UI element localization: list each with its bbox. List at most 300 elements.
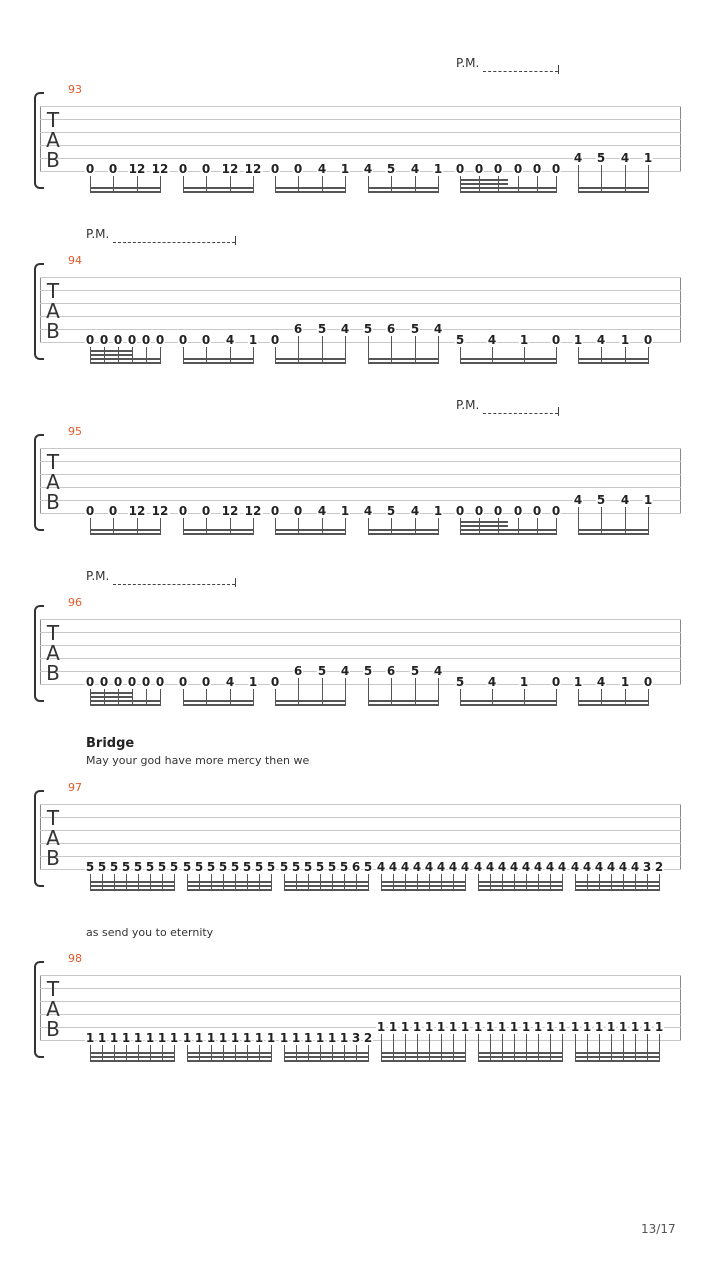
beam <box>275 362 346 364</box>
staff-line <box>40 461 681 462</box>
fret-number: 0 <box>99 333 109 347</box>
tab-clef-letter: B <box>46 490 60 514</box>
fret-number: 4 <box>618 860 628 874</box>
beam <box>478 1052 563 1054</box>
palm-mute-label: P.M. <box>456 398 480 412</box>
fret-number: 2 <box>363 1031 373 1045</box>
fret-number: 0 <box>532 504 542 518</box>
beam <box>460 700 557 702</box>
fret-number: 1 <box>448 1020 458 1034</box>
beam <box>90 704 161 706</box>
fret-number: 1 <box>133 1031 143 1045</box>
fret-number: 1 <box>254 1031 264 1045</box>
fret-number: 4 <box>573 493 583 507</box>
fret-number: 5 <box>386 162 396 176</box>
beam <box>478 885 563 887</box>
fret-number: 4 <box>340 322 350 336</box>
fret-number: 1 <box>315 1031 325 1045</box>
beam <box>478 881 563 883</box>
fret-number: 1 <box>340 504 350 518</box>
beam <box>368 529 439 531</box>
tab-clef-letter: A <box>46 128 60 152</box>
staff-line <box>40 804 681 805</box>
beam <box>183 358 254 360</box>
bar-number: 95 <box>68 425 82 438</box>
beam <box>284 885 369 887</box>
beam <box>578 191 649 193</box>
beam-secondary <box>460 525 508 527</box>
beam-tertiary <box>460 179 508 181</box>
fret-number: 5 <box>410 322 420 336</box>
fret-number: 6 <box>386 322 396 336</box>
fret-number: 1 <box>109 1031 119 1045</box>
beam <box>381 1056 466 1058</box>
fret-number: 5 <box>133 860 143 874</box>
staff-left-barline <box>40 975 41 1040</box>
fret-number: 1 <box>519 675 529 689</box>
lyric-line: May your god have more mercy then we <box>86 754 310 767</box>
staff-line <box>40 988 681 989</box>
fret-number: 5 <box>206 860 216 874</box>
fret-number: 0 <box>201 504 211 518</box>
fret-number: 1 <box>630 1020 640 1034</box>
fret-number: 5 <box>157 860 167 874</box>
fret-number: 1 <box>594 1020 604 1034</box>
fret-number: 5 <box>109 860 119 874</box>
tab-clef-letter: T <box>46 621 60 645</box>
fret-number: 0 <box>85 504 95 518</box>
fret-number: 4 <box>317 162 327 176</box>
staff-line <box>40 487 681 488</box>
fret-number: 5 <box>317 322 327 336</box>
beam <box>183 704 254 706</box>
fret-number: 12 <box>244 504 262 518</box>
fret-number: 4 <box>225 333 235 347</box>
fret-number: 4 <box>376 860 386 874</box>
staff-right-barline <box>680 804 681 869</box>
beam <box>478 889 563 891</box>
staff-line <box>40 658 681 659</box>
fret-number: 4 <box>410 162 420 176</box>
beam <box>90 187 161 189</box>
fret-number: 4 <box>594 860 604 874</box>
fret-number: 1 <box>533 1020 543 1034</box>
fret-number: 5 <box>169 860 179 874</box>
beam-tertiary <box>90 692 132 694</box>
fret-number: 1 <box>412 1020 422 1034</box>
fret-number: 4 <box>582 860 592 874</box>
staff-line <box>40 329 681 330</box>
fret-number: 0 <box>532 162 542 176</box>
tab-clef-letter: B <box>46 1017 60 1041</box>
fret-number: 0 <box>643 333 653 347</box>
fret-number: 0 <box>178 162 188 176</box>
fret-number: 0 <box>127 333 137 347</box>
staff-left-barline <box>40 448 41 513</box>
fret-number: 4 <box>557 860 567 874</box>
beam <box>90 885 175 887</box>
fret-number: 0 <box>513 162 523 176</box>
beam <box>368 191 439 193</box>
fret-number: 12 <box>151 162 169 176</box>
beam <box>578 362 649 364</box>
beam <box>90 191 161 193</box>
fret-number: 1 <box>157 1031 167 1045</box>
beam <box>578 704 649 706</box>
palm-mute-dashes <box>113 242 235 243</box>
fret-number: 5 <box>317 664 327 678</box>
fret-number: 12 <box>244 162 262 176</box>
staff-left-barline <box>40 106 41 171</box>
staff-right-barline <box>680 975 681 1040</box>
beam <box>368 704 439 706</box>
fret-number: 1 <box>169 1031 179 1045</box>
beam <box>575 1056 660 1058</box>
fret-number: 5 <box>455 675 465 689</box>
fret-number: 0 <box>493 504 503 518</box>
beam <box>183 529 254 531</box>
staff-right-barline <box>680 277 681 342</box>
fret-number: 0 <box>270 162 280 176</box>
beam <box>275 358 346 360</box>
fret-number: 1 <box>606 1020 616 1034</box>
fret-number: 6 <box>293 664 303 678</box>
fret-number: 0 <box>551 162 561 176</box>
fret-number: 0 <box>455 504 465 518</box>
beam <box>275 533 346 535</box>
fret-number: 5 <box>121 860 131 874</box>
fret-number: 0 <box>85 333 95 347</box>
fret-number: 1 <box>521 1020 531 1034</box>
beam <box>460 533 557 535</box>
fret-number: 5 <box>145 860 155 874</box>
fret-number: 1 <box>460 1020 470 1034</box>
tab-clef-letter: T <box>46 977 60 1001</box>
fret-number: 4 <box>363 504 373 518</box>
fret-number: 6 <box>386 664 396 678</box>
beam <box>284 889 369 891</box>
fret-number: 0 <box>201 675 211 689</box>
fret-number: 0 <box>474 504 484 518</box>
beam-secondary <box>90 696 132 698</box>
fret-number: 4 <box>424 860 434 874</box>
fret-number: 12 <box>221 504 239 518</box>
staff-line <box>40 843 681 844</box>
fret-number: 5 <box>85 860 95 874</box>
bar-number: 97 <box>68 781 82 794</box>
fret-number: 5 <box>303 860 313 874</box>
fret-number: 0 <box>455 162 465 176</box>
fret-number: 4 <box>573 151 583 165</box>
fret-number: 1 <box>545 1020 555 1034</box>
fret-number: 1 <box>303 1031 313 1045</box>
beam <box>368 362 439 364</box>
staff-line <box>40 619 681 620</box>
fret-number: 1 <box>206 1031 216 1045</box>
tab-clef-letter: B <box>46 846 60 870</box>
fret-number: 5 <box>242 860 252 874</box>
fret-number: 5 <box>230 860 240 874</box>
beam <box>183 533 254 535</box>
fret-number: 4 <box>317 504 327 518</box>
beam <box>575 1060 660 1062</box>
beam <box>90 533 161 535</box>
fret-number: 0 <box>85 675 95 689</box>
fret-number: 4 <box>460 860 470 874</box>
tab-clef-letter: B <box>46 319 60 343</box>
beam <box>578 533 649 535</box>
fret-number: 0 <box>141 675 151 689</box>
fret-number: 0 <box>178 504 188 518</box>
fret-number: 0 <box>155 333 165 347</box>
fret-number: 4 <box>225 675 235 689</box>
staff-line <box>40 145 681 146</box>
fret-number: 4 <box>596 675 606 689</box>
fret-number: 1 <box>376 1020 386 1034</box>
fret-number: 0 <box>513 504 523 518</box>
staff-line <box>40 316 681 317</box>
beam <box>381 889 466 891</box>
beam <box>183 191 254 193</box>
fret-number: 1 <box>248 675 258 689</box>
beam <box>187 1056 272 1058</box>
fret-number: 4 <box>533 860 543 874</box>
fret-number: 4 <box>596 333 606 347</box>
fret-number: 2 <box>654 860 664 874</box>
fret-number: 0 <box>201 162 211 176</box>
fret-number: 0 <box>178 333 188 347</box>
fret-number: 1 <box>388 1020 398 1034</box>
fret-number: 1 <box>473 1020 483 1034</box>
beam <box>478 1060 563 1062</box>
fret-number: 4 <box>487 675 497 689</box>
fret-number: 0 <box>270 504 280 518</box>
staff-line <box>40 106 681 107</box>
tab-clef-letter: A <box>46 641 60 665</box>
fret-number: 0 <box>643 675 653 689</box>
fret-number: 1 <box>618 1020 628 1034</box>
staff-right-barline <box>680 106 681 171</box>
fret-number: 1 <box>97 1031 107 1045</box>
beam <box>275 529 346 531</box>
staff-line <box>40 132 681 133</box>
fret-number: 1 <box>424 1020 434 1034</box>
beam <box>90 362 161 364</box>
fret-number: 1 <box>194 1031 204 1045</box>
fret-number: 1 <box>218 1031 228 1045</box>
fret-number: 0 <box>270 675 280 689</box>
beam <box>460 704 557 706</box>
staff-line <box>40 500 681 501</box>
beam <box>460 529 557 531</box>
fret-number: 1 <box>573 675 583 689</box>
staff-left-barline <box>40 277 41 342</box>
staff-line <box>40 645 681 646</box>
fret-number: 1 <box>643 493 653 507</box>
beam <box>183 362 254 364</box>
fret-number: 4 <box>433 664 443 678</box>
beam <box>187 885 272 887</box>
staff-line <box>40 119 681 120</box>
beam <box>368 358 439 360</box>
beam <box>90 1060 175 1062</box>
fret-number: 4 <box>509 860 519 874</box>
fret-number: 5 <box>266 860 276 874</box>
beam <box>381 1060 466 1062</box>
fret-number: 4 <box>473 860 483 874</box>
fret-number: 0 <box>551 333 561 347</box>
beam <box>275 187 346 189</box>
fret-number: 1 <box>340 162 350 176</box>
fret-number: 1 <box>182 1031 192 1045</box>
beam <box>381 885 466 887</box>
fret-number: 0 <box>99 675 109 689</box>
fret-number: 1 <box>433 162 443 176</box>
fret-number: 1 <box>121 1031 131 1045</box>
lyric-line: as send you to eternity <box>86 926 214 939</box>
beam <box>368 533 439 535</box>
fret-number: 1 <box>291 1031 301 1045</box>
beam <box>578 358 649 360</box>
fret-number: 5 <box>410 664 420 678</box>
fret-number: 1 <box>519 333 529 347</box>
fret-number: 1 <box>570 1020 580 1034</box>
fret-number: 5 <box>596 151 606 165</box>
fret-number: 1 <box>654 1020 664 1034</box>
palm-mute-end <box>235 578 236 587</box>
beam <box>187 1052 272 1054</box>
bar-number: 98 <box>68 952 82 965</box>
fret-number: 5 <box>455 333 465 347</box>
staff-line <box>40 1014 681 1015</box>
fret-number: 0 <box>108 504 118 518</box>
fret-number: 1 <box>400 1020 410 1034</box>
beam <box>90 881 175 883</box>
fret-number: 6 <box>351 860 361 874</box>
page-number: 13/17 <box>641 1222 676 1236</box>
beam <box>578 700 649 702</box>
fret-number: 6 <box>293 322 303 336</box>
beam <box>284 1060 369 1062</box>
fret-number: 4 <box>497 860 507 874</box>
fret-number: 4 <box>388 860 398 874</box>
fret-number: 5 <box>596 493 606 507</box>
beam <box>575 881 660 883</box>
fret-number: 1 <box>266 1031 276 1045</box>
fret-number: 1 <box>497 1020 507 1034</box>
beam-tertiary <box>90 350 132 352</box>
fret-number: 1 <box>643 151 653 165</box>
beam <box>187 881 272 883</box>
fret-number: 4 <box>521 860 531 874</box>
fret-number: 1 <box>436 1020 446 1034</box>
fret-number: 4 <box>436 860 446 874</box>
tab-clef-letter: A <box>46 299 60 323</box>
tab-clef-letter: T <box>46 279 60 303</box>
fret-number: 1 <box>339 1031 349 1045</box>
fret-number: 1 <box>145 1031 155 1045</box>
beam <box>90 358 161 360</box>
fret-number: 1 <box>230 1031 240 1045</box>
tab-clef-letter: A <box>46 997 60 1021</box>
staff-left-barline <box>40 804 41 869</box>
fret-number: 4 <box>620 151 630 165</box>
staff-line <box>40 1001 681 1002</box>
beam <box>575 885 660 887</box>
fret-number: 4 <box>606 860 616 874</box>
fret-number: 1 <box>85 1031 95 1045</box>
fret-number: 1 <box>248 333 258 347</box>
beam <box>90 1052 175 1054</box>
fret-number: 4 <box>400 860 410 874</box>
bar-number: 93 <box>68 83 82 96</box>
bar-number: 96 <box>68 596 82 609</box>
fret-number: 5 <box>97 860 107 874</box>
beam <box>460 362 557 364</box>
beam <box>90 700 161 702</box>
fret-number: 1 <box>620 675 630 689</box>
fret-number: 1 <box>327 1031 337 1045</box>
palm-mute-end <box>235 236 236 245</box>
beam <box>368 187 439 189</box>
beam <box>284 1052 369 1054</box>
fret-number: 5 <box>315 860 325 874</box>
staff-right-barline <box>680 619 681 684</box>
fret-number: 5 <box>363 322 373 336</box>
staff-line <box>40 830 681 831</box>
staff-line <box>40 817 681 818</box>
fret-number: 4 <box>485 860 495 874</box>
tab-clef-letter: T <box>46 450 60 474</box>
fret-number: 1 <box>557 1020 567 1034</box>
fret-number: 4 <box>412 860 422 874</box>
fret-number: 0 <box>85 162 95 176</box>
fret-number: 5 <box>363 664 373 678</box>
beam <box>460 191 557 193</box>
fret-number: 1 <box>509 1020 519 1034</box>
fret-number: 4 <box>487 333 497 347</box>
fret-number: 4 <box>340 664 350 678</box>
fret-number: 3 <box>642 860 652 874</box>
beam <box>575 889 660 891</box>
fret-number: 1 <box>485 1020 495 1034</box>
palm-mute-dashes <box>113 584 235 585</box>
fret-number: 5 <box>254 860 264 874</box>
beam <box>381 1052 466 1054</box>
staff-line <box>40 632 681 633</box>
staff-line <box>40 290 681 291</box>
staff-line <box>40 671 681 672</box>
fret-number: 1 <box>642 1020 652 1034</box>
staff-left-barline <box>40 619 41 684</box>
fret-number: 0 <box>113 675 123 689</box>
fret-number: 0 <box>293 162 303 176</box>
palm-mute-label: P.M. <box>86 227 110 241</box>
fret-number: 12 <box>128 504 146 518</box>
fret-number: 1 <box>279 1031 289 1045</box>
fret-number: 4 <box>433 322 443 336</box>
fret-number: 1 <box>582 1020 592 1034</box>
fret-number: 0 <box>141 333 151 347</box>
fret-number: 12 <box>128 162 146 176</box>
beam <box>187 1060 272 1062</box>
palm-mute-dashes <box>483 413 558 414</box>
tab-clef-letter: T <box>46 108 60 132</box>
beam <box>381 881 466 883</box>
fret-number: 0 <box>155 675 165 689</box>
beam <box>275 700 346 702</box>
tab-clef-letter: B <box>46 148 60 172</box>
